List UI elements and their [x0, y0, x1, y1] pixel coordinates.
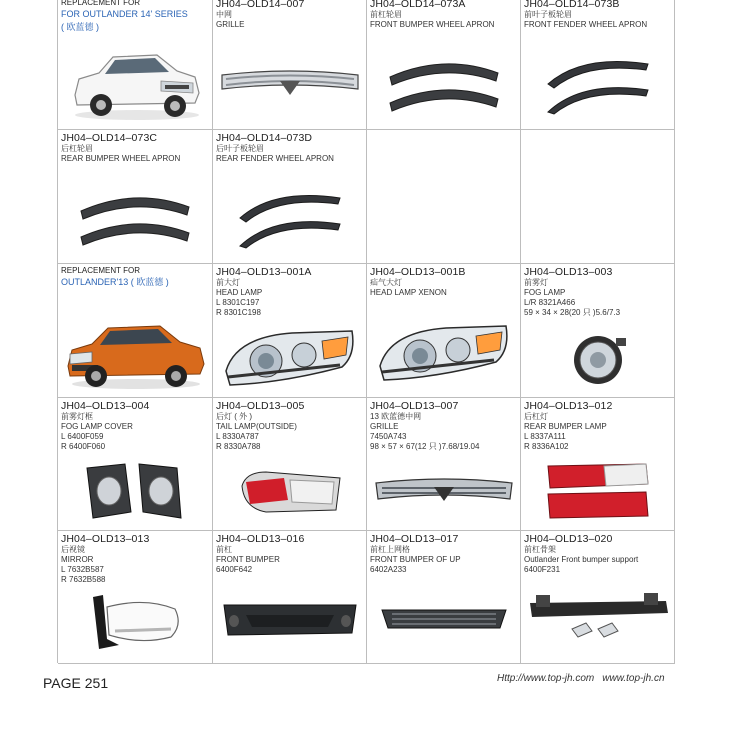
mirror-icon [58, 585, 212, 663]
replacement-label: REPLACEMENT FOR [61, 0, 140, 7]
part-detail: 后叶子板轮眉 [216, 144, 264, 153]
part-detail: 前雾灯 [524, 278, 548, 287]
part-code: JH04–OLD13–017 [370, 533, 459, 545]
part-detail: L 8330A787 [216, 432, 259, 441]
part-detail: GRILLE [216, 20, 245, 29]
wheel-arch-pair-icon [367, 41, 520, 129]
grille-13-icon [367, 452, 520, 530]
fog-cover-pair-icon [58, 452, 212, 530]
catalog-cell[interactable] [58, 130, 213, 264]
catalog-cell[interactable] [213, 398, 367, 531]
part-code: JH04–OLD14–007 [216, 0, 305, 10]
part-detail: 前杠上网格 [370, 545, 410, 554]
empty-cell [521, 130, 675, 264]
part-detail: 前杠骨架 [524, 545, 556, 554]
catalog-cell[interactable] [521, 531, 675, 664]
part-detail: R 8336A102 [524, 442, 569, 451]
part-detail: FRONT BUMPER [216, 555, 280, 564]
part-detail: L 8301C197 [216, 298, 260, 307]
vehicle-series: FOR OUTLANDER 14' SERIES [61, 9, 188, 19]
part-detail: R 8330A788 [216, 442, 261, 451]
page-number: PAGE 251 [43, 675, 109, 691]
orange-suv-icon [58, 303, 212, 397]
tail-lamp-icon [213, 452, 366, 530]
part-detail: 前雾灯框 [61, 412, 93, 421]
part-detail: 6400F231 [524, 565, 561, 574]
headlamp-icon [213, 319, 366, 397]
part-detail: 59 × 34 × 28(20 只 )5.6/7.3 [524, 308, 621, 317]
catalog-cell[interactable] [213, 130, 367, 264]
part-detail: 前杠 [216, 545, 232, 554]
catalog-cell[interactable] [521, 264, 675, 398]
catalog-cell[interactable] [367, 531, 521, 664]
part-detail: 6402A233 [370, 565, 407, 574]
part-detail: FOG LAMP COVER [61, 422, 133, 431]
replacement-label: REPLACEMENT FOR [61, 266, 140, 275]
part-detail: MIRROR [61, 555, 94, 564]
website-link-cn[interactable]: www.top-jh.cn [602, 673, 665, 684]
grille-icon [213, 41, 366, 129]
part-detail: FRONT BUMPER WHEEL APRON [370, 20, 495, 29]
catalog-cell[interactable] [213, 264, 367, 398]
part-detail: TAIL LAMP(OUTSIDE) [216, 422, 297, 431]
part-detail: 前大灯 [216, 278, 240, 287]
part-code: JH04–OLD14–073C [61, 132, 158, 144]
part-detail: 前杠轮眉 [370, 10, 402, 19]
part-code: JH04–OLD13–003 [524, 266, 613, 278]
catalog-cell[interactable] [521, 0, 675, 130]
catalog-cell[interactable] [58, 398, 213, 531]
catalog-grid [57, 0, 674, 663]
catalog-cell[interactable] [58, 531, 213, 664]
part-detail: L 6400F059 [61, 432, 104, 441]
part-detail: HEAD LAMP [216, 288, 263, 297]
part-code: JH04–OLD13–007 [370, 400, 459, 412]
part-code: JH04–OLD13–004 [61, 400, 150, 412]
wheel-arch-pair-icon [58, 175, 212, 263]
website-links [497, 673, 665, 684]
part-detail: 疝气大灯 [370, 278, 402, 287]
catalog-cell[interactable] [367, 398, 521, 531]
part-code: JH04–OLD14–073A [370, 0, 466, 10]
vehicle-series: ( 欧蓝德 ) [61, 22, 99, 32]
part-code: JH04–OLD13–013 [61, 533, 150, 545]
catalog-cell[interactable] [367, 0, 521, 130]
part-code: JH04–OLD13–012 [524, 400, 613, 412]
part-detail: FRONT FENDER WHEEL APRON [524, 20, 648, 29]
catalog-cell[interactable] [58, 264, 213, 398]
part-detail: R 7632B588 [61, 575, 106, 584]
catalog-cell[interactable] [521, 398, 675, 531]
part-detail: 后灯 ( 外 ) [216, 412, 252, 421]
part-detail: Outlander Front bumper support [524, 555, 639, 564]
part-code: JH04–OLD13–016 [216, 533, 305, 545]
part-detail: REAR BUMPER WHEEL APRON [61, 154, 181, 163]
fender-arch-pair-icon [213, 175, 366, 263]
part-detail: FRONT BUMPER OF UP [370, 555, 461, 564]
part-detail: 前叶子板轮眉 [524, 10, 572, 19]
fender-arch-pair-icon [521, 41, 674, 129]
catalog-cell[interactable] [367, 264, 521, 398]
catalog-cell[interactable] [213, 531, 367, 664]
part-code: JH04–OLD13–020 [524, 533, 613, 545]
white-suv-icon [58, 35, 212, 129]
part-detail: 后视镜 [61, 545, 85, 554]
part-detail: FOG LAMP [524, 288, 566, 297]
part-detail: R 6400F060 [61, 442, 106, 451]
catalog-cell[interactable] [213, 0, 367, 130]
part-code: JH04–OLD13–001A [216, 266, 312, 278]
catalog-cell[interactable] [58, 0, 213, 130]
empty-cell [367, 130, 521, 264]
part-detail: 7450A743 [370, 432, 407, 441]
part-detail: 98 × 57 × 67(12 只 )7.68/19.04 [370, 442, 480, 451]
bumper-support-icon [521, 575, 674, 663]
website-link-com[interactable]: Http://www.top-jh.com [497, 673, 595, 684]
part-code: JH04–OLD13–005 [216, 400, 305, 412]
part-detail: 6400F642 [216, 565, 253, 574]
part-detail: GRILLE [370, 422, 399, 431]
headlamp-icon [367, 309, 520, 397]
fog-lamp-icon [521, 319, 674, 397]
part-detail: 中网 [216, 10, 232, 19]
front-bumper-icon [213, 575, 366, 663]
part-detail: REAR FENDER WHEEL APRON [216, 154, 334, 163]
part-code: JH04–OLD13–001B [370, 266, 466, 278]
part-detail: L 7632B587 [61, 565, 104, 574]
part-detail: 后杠轮眉 [61, 144, 93, 153]
rear-bumper-lamp-icon [521, 452, 674, 530]
part-detail: R 8301C198 [216, 308, 261, 317]
part-detail: REAR BUMPER LAMP [524, 422, 607, 431]
lower-grille-icon [367, 575, 520, 663]
part-detail: L 8337A111 [524, 432, 566, 441]
part-detail: L/R 8321A466 [524, 298, 576, 307]
part-detail: 13 欧蓝德中网 [370, 412, 422, 421]
part-code: JH04–OLD14–073B [524, 0, 620, 10]
part-code: JH04–OLD14–073D [216, 132, 313, 144]
vehicle-series: OUTLANDER'13 ( 欧蓝德 ) [61, 277, 169, 287]
part-detail: HEAD LAMP XENON [370, 288, 447, 297]
part-detail: 后杠灯 [524, 412, 548, 421]
